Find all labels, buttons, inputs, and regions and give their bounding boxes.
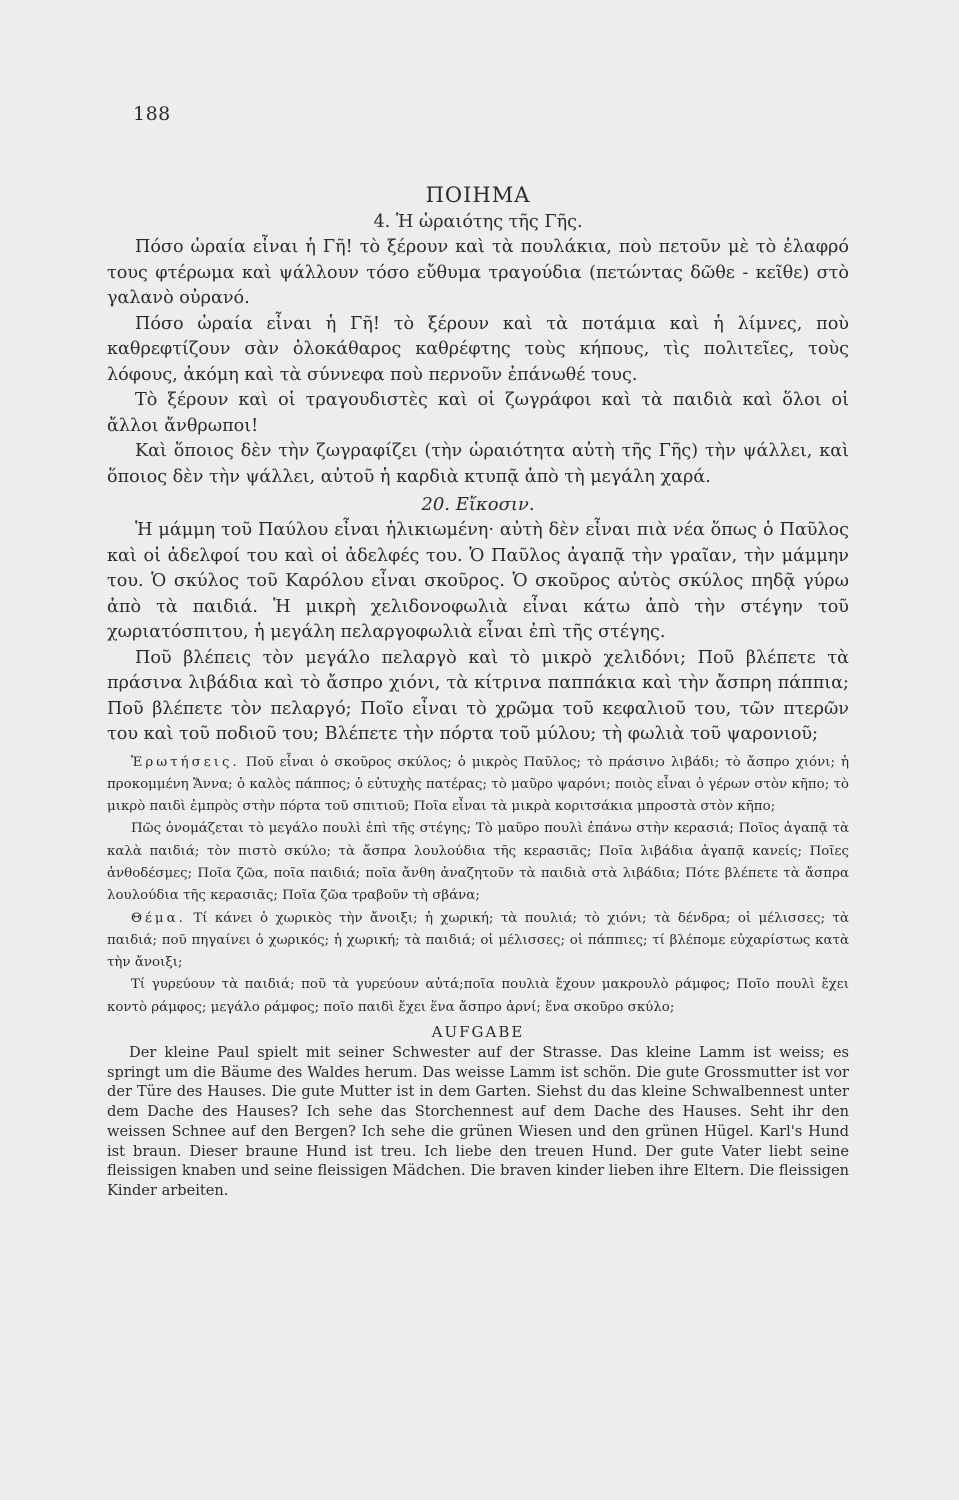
questions-text: Ποῦ εἶναι ὁ σκοῦρος σκύλος; ὁ μικρὸς Παῦλος; τὸ πράσινο λιβάδι; τὸ ἄσπρο χιόνι; ἡ προκομμένη Ἄννα; ὁ καλὸς πάππος; ὁ εὐτυχὴς πατέρας; τὸ μαῦρο ψαρόνι; ποιὸς εἶναι ὁ γέρων στὸν κῆπο; τὸ μικρὸ παιδὶ ἐμπρὸς στὴν πόρτα τοῦ σπιτιοῦ; Ποῖα εἶναι τὰ μικρὰ κοριτσάκια μπροστὰ στὸν κῆπο; — [107, 754, 850, 815]
paragraph: Πῶς ὀνομάζεται τὸ μεγάλο πουλὶ ἐπὶ τῆς στέγης; Τὸ μαῦρο πουλὶ ἐπάνω στὴν κερασιά; Ποῖος ἀγαπᾷ τὰ καλὰ παιδιά; τὸν πιστὸ σκύλο; τὰ ἄσπρα λουλούδια τῆς κερασιᾶς; Ποῖα λιβάδια ἀγαπᾷ κανείς; Ποῖες ἀνθοδέσμες; Ποῖα ζῶα, ποῖα παιδιά; ποῖα ἄνθη ἀναζητοῦν τὰ παιδιὰ στὰ λιβάδια; Πότε βλέπετε τὰ ἄσπρα λουλούδια τῆς κερασιᾶς; Ποῖα ζῶα τραβοῦν τὴ σβάνα; — [107, 821, 849, 904]
questions-block — [107, 752, 849, 1020]
page-content — [107, 180, 849, 1201]
page-number: 188 — [133, 103, 171, 125]
paragraph — [107, 752, 849, 819]
paragraph: Der kleine Paul spielt mit seiner Schwester auf der Strasse. Das kleine Lamm ist weiss; es springt um die Bäume des Waldes herum. Das weisse Lamm ist schön. Die gute Grossmutter ist vor der Türe des Hauses. Die gute Mutter ist in dem Garten. Siehst du das kleine Schwalbennest unter dem Dache des Hauses? Ich sehe das Storchennest auf dem Dache des Hauses. Seht ihr den weissen Schnee auf den Bergen? Ich sehe die grünen Wiesen und den grünen Hügel. Karl's Hund ist braun. Dieser braune Hund ist treu. Ich liebe den treuen Hund. Der gute Vater liebt seine fleissigen knaben und seine fleissigen Mädchen. Die braven kinder lieben ihre Eltern. Die fleissigen Kinder arbeiten. — [107, 1044, 849, 1199]
page-title: ΠΟΙΗΜΑ — [425, 183, 531, 207]
paragraph: Πόσο ὡραία εἶναι ἡ Γῆ! τὸ ξέρουν καὶ τὰ ποτάμια καὶ ἡ λίμνες, ποὺ καθρεφτίζουν σὰν ὁλοκάθαρος καθρέφτης τοὺς κήπους, τὶς πολιτεῖες, τοὺς λόφους, ἀκόμη καὶ τὰ σύννεφα ποὺ περνοῦν ἐπάνωθέ τους. — [107, 313, 849, 385]
section-20-text — [107, 518, 849, 748]
paragraph: Ἡ μάμμη τοῦ Παύλου εἶναι ἡλικιωμένη· αὐτὴ δὲν εἶναι πιὰ νέα ὅπως ὁ Παῦλος καὶ οἱ ἀδελφοί του καὶ οἱ ἀδελφές του. Ὁ Παῦλος ἀγαπᾷ τὴν γραῖαν, τὴν μάμμην του. Ὁ σκύλος τοῦ Καρόλου εἶναι σκοῦρος. Ὁ σκοῦρος αὐτὸς σκύλος πηδᾷ γύρω ἀπὸ τὰ παιδιά. Ἡ μικρὴ χελιδονοφωλιὰ εἶναι κάτω ἀπὸ τὴν στέγην τοῦ χωριατόσπιτου, ἡ μεγάλη πελαργοφωλιὰ εἶναι ἐπὶ τῆς στέγης. — [107, 520, 849, 642]
section-4-text — [107, 235, 849, 490]
aufgabe-heading: AUFGABE — [431, 1023, 525, 1042]
paragraph: Τὸ ξέρουν καὶ οἱ τραγουδιστὲς καὶ οἱ ζωγράφοι καὶ τὰ παιδιὰ καὶ ὅλοι οἱ ἄλλοι ἄνθρωποι! — [107, 390, 849, 436]
theme-text: Τί κάνει ὁ χωρικὸς τὴν ἄνοιξι; ἡ χωρική; τὰ πουλιά; τὸ χιόνι; τὰ δένδρα; οἱ μέλισσες; τὰ παιδιά; ποῦ πηγαίνει ὁ χωρικός; ἡ χωρική; τὰ παιδιά; οἱ μέλισσες; οἱ πάππιες; τί βλέπομε εὐχαρίστως κατὰ τὴν ἄνοιξι; — [107, 910, 849, 971]
questions-label: Ἐρωτήσεις. — [131, 754, 240, 770]
aufgabe-text — [107, 1043, 849, 1201]
paragraph: Πόσο ὡραία εἶναι ἡ Γῆ! τὸ ξέρουν καὶ τὰ πουλάκια, ποὺ πετοῦν μὲ τὸ ἐλαφρό τους φτέρωμα καὶ ψάλλουν τόσο εὔθυμα τραγούδια (πετώντας δῶθε - κεῖθε) στὸ γαλανὸ οὐρανό. — [107, 237, 849, 308]
section-4-heading: 4. Ἡ ὡραιότης τῆς Γῆς. — [373, 212, 583, 232]
theme-label: Θέμα. — [131, 910, 186, 926]
paragraph — [107, 908, 849, 975]
paragraph: Ποῦ βλέπεις τὸν μεγάλο πελαργὸ καὶ τὸ μικρὸ χελιδόνι; Ποῦ βλέπετε τὰ πράσινα λιβάδια καὶ τὸ ἄσπρο χιόνι, τὰ κίτρινα παππάκια καὶ τὴν ἄσπρη πάππια; Ποῦ βλέπετε τὸν πελαργό; Ποῖο εἶναι τὸ χρῶμα τοῦ κεφαλιοῦ του, τῶν πτερῶν του καὶ τοῦ ποδιοῦ του; Βλέπετε τὴν πόρτα τοῦ μύλου; τὴ φωλιὰ τοῦ ψαρονιοῦ; — [107, 647, 849, 744]
section-20-heading: 20. Εἴκοσιν. — [421, 494, 535, 515]
paragraph: Καὶ ὅποιος δὲν τὴν ζωγραφίζει (τὴν ὡραιότητα αὐτὴ τῆς Γῆς) τὴν ψάλλει, καὶ ὅποιος δὲν τὴν ψάλλει, αὐτοῦ ἡ καρδιὰ κτυπᾷ ἀπὸ τὴ μεγάλη χαρά. — [107, 441, 849, 487]
paragraph: Τί γυρεύουν τὰ παιδιά; ποῦ τὰ γυρεύουν αὐτά;ποῖα πουλιὰ ἔχουν μακρουλὸ ράμφος; Ποῖο πουλὶ ἔχει κοντὸ ράμφος; μεγάλο ράμφος; ποῖο παιδὶ ἔχει ἕνα ἄσπρο ἀρνί; ἕνα σκοῦρο σκύλο; — [107, 977, 849, 1015]
